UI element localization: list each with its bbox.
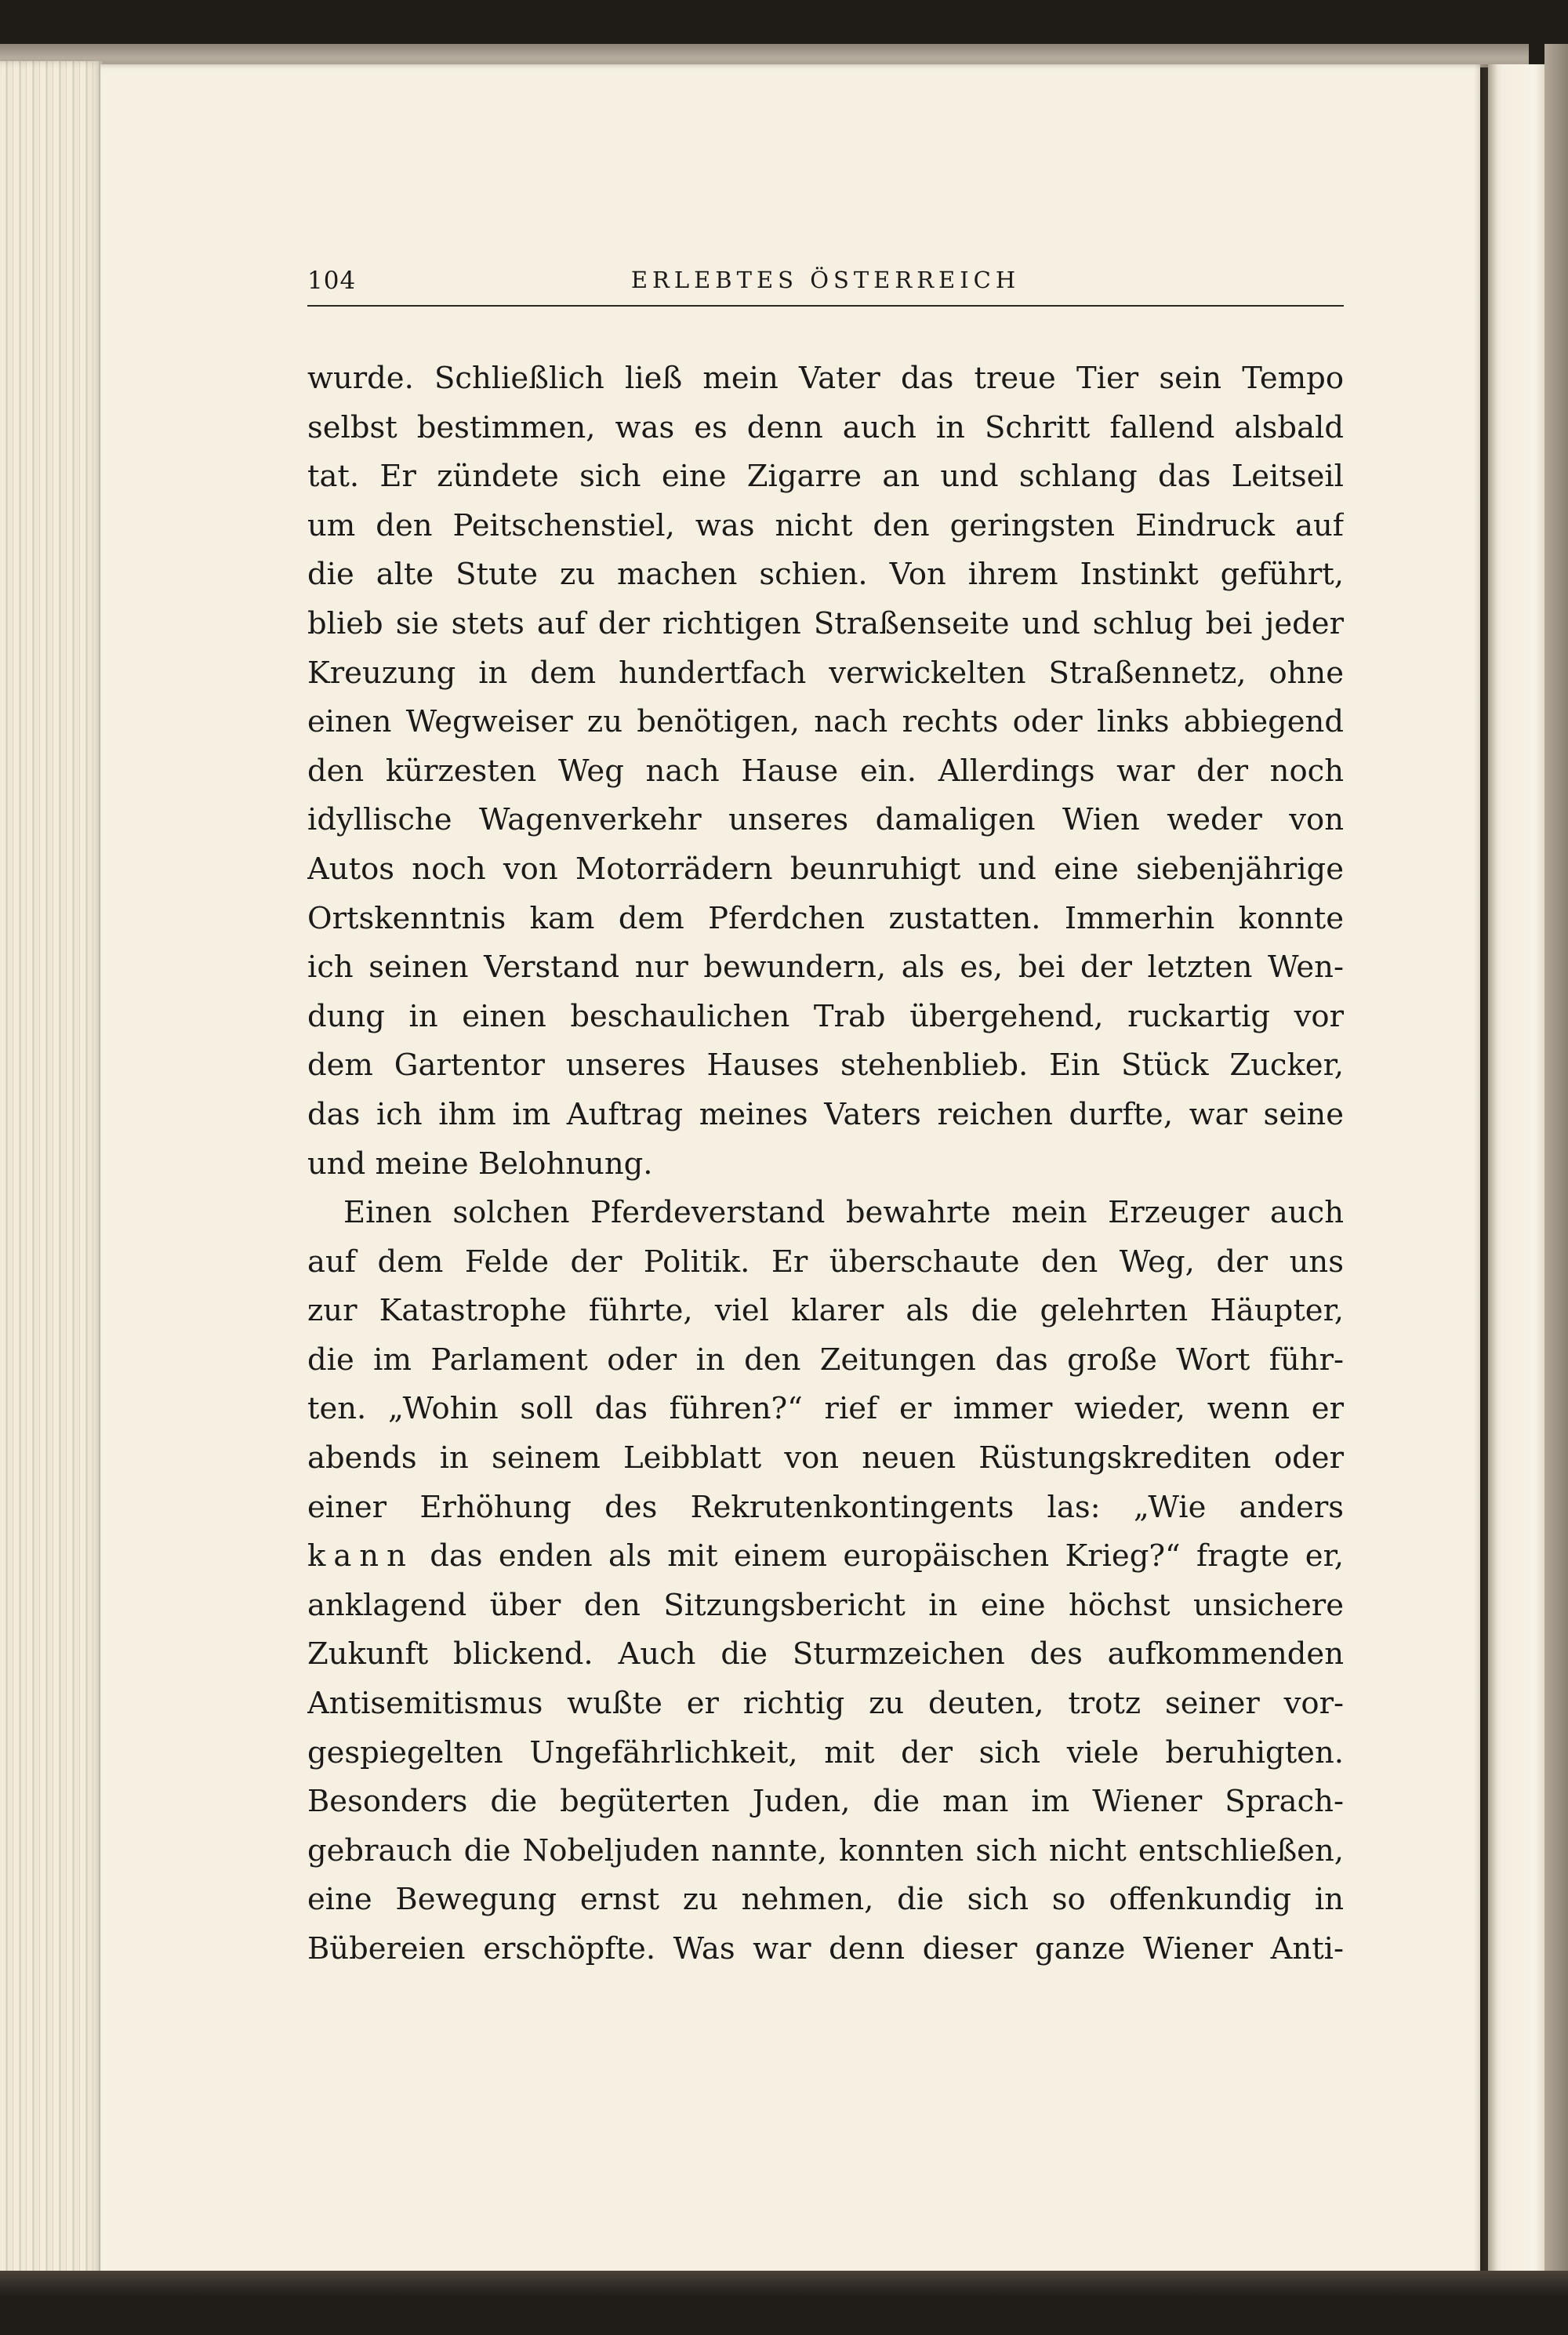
text-line: dem Gartentor unseres Hauses stehenblieb. Ein Stück Zucker, bbox=[307, 1048, 1344, 1084]
header-rule bbox=[307, 305, 1344, 307]
running-title: ERLEBTES ÖSTERREICH bbox=[630, 267, 1021, 293]
text-line: wurde. Schließlich ließ mein Vater das treue Tier sein Tempo bbox=[307, 361, 1344, 396]
text-line: blieb sie stets auf der richtigen Straßenseite und schlug bei jeder bbox=[307, 605, 1344, 641]
text-line: idyllische Wagenverkehr unseres damaligen Wien weder von bbox=[307, 802, 1344, 838]
text-line-paragraph-start: Einen solchen Pferdeverstand bewahrte mein Erzeuger auch bbox=[343, 1195, 1344, 1231]
scan-bottom-edge bbox=[0, 2271, 1568, 2335]
text-line: Zukunft blickend. Auch die Sturmzeichen des aufkommenden bbox=[307, 1636, 1344, 1672]
text-line: einen Wegweiser zu benötigen, nach rechts oder links abbiegend bbox=[307, 704, 1344, 740]
text-line: tat. Er zündete sich eine Zigarre an und schlang das Leitseil bbox=[307, 459, 1344, 495]
book-cover-right-edge bbox=[1544, 44, 1568, 2271]
text-line: den kürzesten Weg nach Hause ein. Allerdings war der noch bbox=[307, 753, 1344, 789]
text-line: um den Peitschenstiel, was nicht den geringsten Eindruck auf bbox=[307, 507, 1344, 543]
page-stack-edges bbox=[0, 61, 102, 2280]
text-line: das ich ihm im Auftrag meines Vaters reichen durfte, war seine bbox=[307, 1096, 1344, 1132]
text-line: anklagend über den Sitzungsbericht in eine höchst unsichere bbox=[307, 1587, 1344, 1623]
text-line: Bübereien erschöpfte. Was war denn dieser ganze Wiener Anti- bbox=[307, 1931, 1344, 1966]
text-line: auf dem Felde der Politik. Er überschaute den Weg, der uns bbox=[307, 1244, 1344, 1280]
text-line: selbst bestimmen, was es denn auch in Schritt fallend alsbald bbox=[307, 409, 1344, 445]
text-line: Ortskenntnis kam dem Pferdchen zustatten. Immerhin konnte bbox=[307, 900, 1344, 936]
text-line: abends in seinem Leibblatt von neuen Rüstungskrediten oder bbox=[307, 1440, 1344, 1476]
body-text bbox=[307, 354, 1344, 1974]
text-line-paragraph-end: und meine Belohnung. bbox=[307, 1146, 653, 1182]
text-line: dung in einen beschaulichen Trab übergehend, ruckartig vor bbox=[307, 998, 1344, 1034]
spaced-emphasis-word: kann bbox=[307, 1538, 414, 1574]
running-head bbox=[307, 263, 1344, 298]
text-line: Besonders die begüterten Juden, die man im Wiener Sprach- bbox=[307, 1784, 1344, 1820]
text-line: zur Katastrophe führte, viel klarer als die gelehrten Häupter, bbox=[307, 1293, 1344, 1329]
text-line: Autos noch von Motorrädern beunruhigt und eine siebenjährige bbox=[307, 851, 1344, 887]
text-line: ten. „Wohin soll das führen?“ rief er immer wieder, wenn er bbox=[307, 1391, 1344, 1427]
text-line-rest: das enden als mit einem europäischen Krieg?“ fragte er, bbox=[430, 1538, 1344, 1574]
text-line: Kreuzung in dem hundertfach verwickelten Straßennetz, ohne bbox=[307, 655, 1344, 691]
text-line: gespiegelten Ungefährlichkeit, mit der sich viele beruhigten. bbox=[307, 1734, 1344, 1770]
text-line-with-spaced-word bbox=[307, 1532, 1344, 1581]
text-line: ich seinen Verstand nur bewundern, als es, bei der letzten Wen- bbox=[307, 950, 1344, 986]
page-number: 104 bbox=[307, 267, 357, 295]
book-gutter-shadow bbox=[1474, 64, 1497, 2275]
text-line: Antisemitismus wußte er richtig zu deuten, trotz seiner vor- bbox=[307, 1686, 1344, 1722]
text-line: die alte Stute zu machen schien. Von ihrem Instinkt geführt, bbox=[307, 557, 1344, 593]
text-line: eine Bewegung ernst zu nehmen, die sich so offenkundig in bbox=[307, 1882, 1344, 1918]
text-line: einer Erhöhung des Rekrutenkontingents las: „Wie anders bbox=[307, 1489, 1344, 1525]
text-line: gebrauch die Nobeljuden nannte, konnten sich nicht entschließen, bbox=[307, 1832, 1344, 1868]
text-line: die im Parlament oder in den Zeitungen das große Wort führ- bbox=[307, 1342, 1344, 1378]
